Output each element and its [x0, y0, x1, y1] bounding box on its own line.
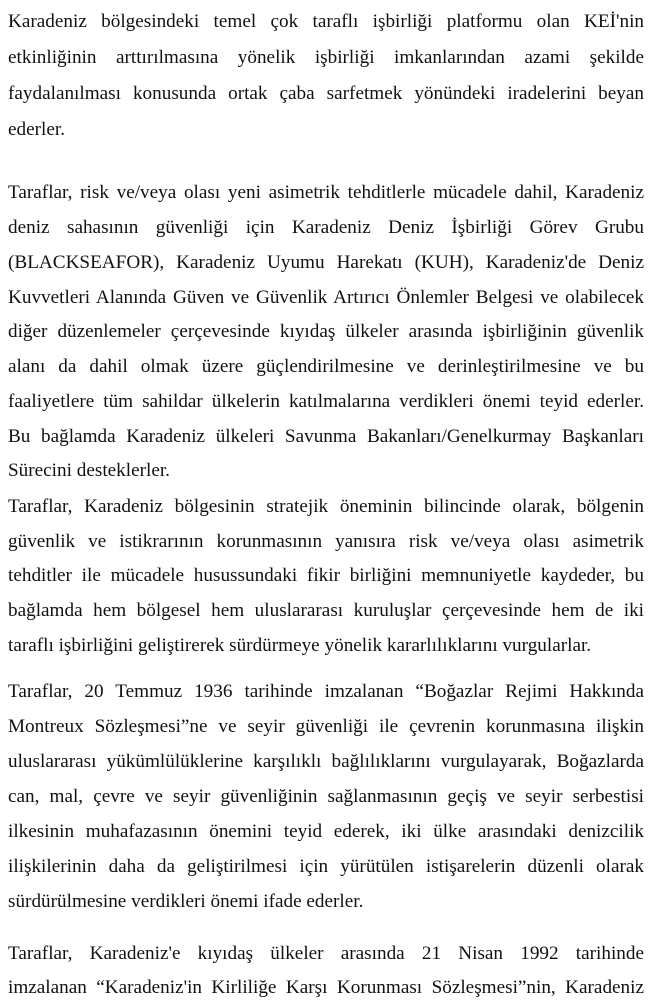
- text-line: Montreux Sözleşmesi”ne ve seyir güvenliği ile çevrenin korunmasına ilişkin: [8, 716, 644, 737]
- text-line: ilişkilerinin daha da geliştirilmesi için yürütülen istişarelerin düzenli olarak: [8, 856, 644, 877]
- text-line: etkinliğinin arttırılmasına yönelik işbirliği imkanlarından azami şekilde: [8, 47, 644, 68]
- text-line: diğer düzenlemeler çerçevesinde kıyıdaş ülkeler arasında işbirliğinin güvenlik: [8, 321, 644, 342]
- text-line: tehditler ile mücadele husussundaki fikir birliğini memnuniyetle kaydeder, bu: [8, 565, 644, 586]
- text-line: deniz sahasının güvenliği için Karadeniz Deniz İşbirliği Görev Grubu: [8, 217, 644, 238]
- text-line: ilkesinin muhafazasının önemini teyid ederek, iki ülke arasındaki denizcilik: [8, 821, 644, 842]
- text-line: Taraflar, Karadeniz'e kıyıdaş ülkeler arasında 21 Nisan 1992 tarihinde: [8, 943, 644, 964]
- text-line: faaliyetlere tüm sahildar ülkelerin katılmalarına verdikleri önemi teyid ederler.: [8, 391, 644, 412]
- text-line: güvenlik ve istikrarının korunmasının yanısıra risk ve/veya olası asimetrik: [8, 531, 644, 552]
- text-line: imzalanan “Karadeniz'in Kirliliğe Karşı Korunması Sözleşmesi”nin, Karadeniz: [8, 977, 644, 998]
- text-line: Taraflar, 20 Temmuz 1936 tarihinde imzalanan “Boğazlar Rejimi Hakkında: [8, 681, 644, 702]
- text-line: uluslararası yükümlülüklerine karşılıklı bağlılıklarını vurgulayarak, Boğazlarda: [8, 751, 644, 772]
- text-line: taraflı işbirliğini geliştirerek sürdürmeye yönelik kararlılıklarını vurgularlar.: [8, 635, 592, 656]
- text-line: Bu bağlamda Karadeniz ülkeleri Savunma Bakanları/Genelkurmay Başkanları: [8, 426, 644, 447]
- text-line: faydalanılması konusunda ortak çaba sarfetmek yönündeki iradelerini beyan: [8, 83, 644, 104]
- text-line: can, mal, çevre ve seyir güvenliğinin sağlanmasının geçiş ve seyir serbestisi: [8, 786, 644, 807]
- text-line: Karadeniz bölgesindeki temel çok taraflı işbirliği platformu olan KEİ'nin: [8, 11, 644, 32]
- text-line: ederler.: [8, 119, 65, 140]
- text-line: Kuvvetleri Alanında Güven ve Güvenlik Artırıcı Önlemler Belgesi ve olabilecek: [8, 287, 644, 308]
- text-line: alanı da dahil olmak üzere güçlendirilmesine ve derinleştirilmesine ve bu: [8, 356, 644, 377]
- text-line: Taraflar, risk ve/veya olası yeni asimetrik tehditlerle mücadele dahil, Karadeniz: [8, 182, 644, 203]
- text-line: sürdürülmesine verdikleri önemi ifade ederler.: [8, 891, 364, 912]
- text-line: (BLACKSEAFOR), Karadeniz Uyumu Harekatı (KUH), Karadeniz'de Deniz: [8, 252, 644, 273]
- text-line: bağlamda hem bölgesel hem uluslararası kuruluşlar çerçevesinde hem de iki: [8, 600, 644, 621]
- text-line: Taraflar, Karadeniz bölgesinin stratejik öneminin bilincinde olarak, bölgenin: [8, 496, 644, 517]
- text-line: Sürecini desteklerler.: [8, 460, 170, 481]
